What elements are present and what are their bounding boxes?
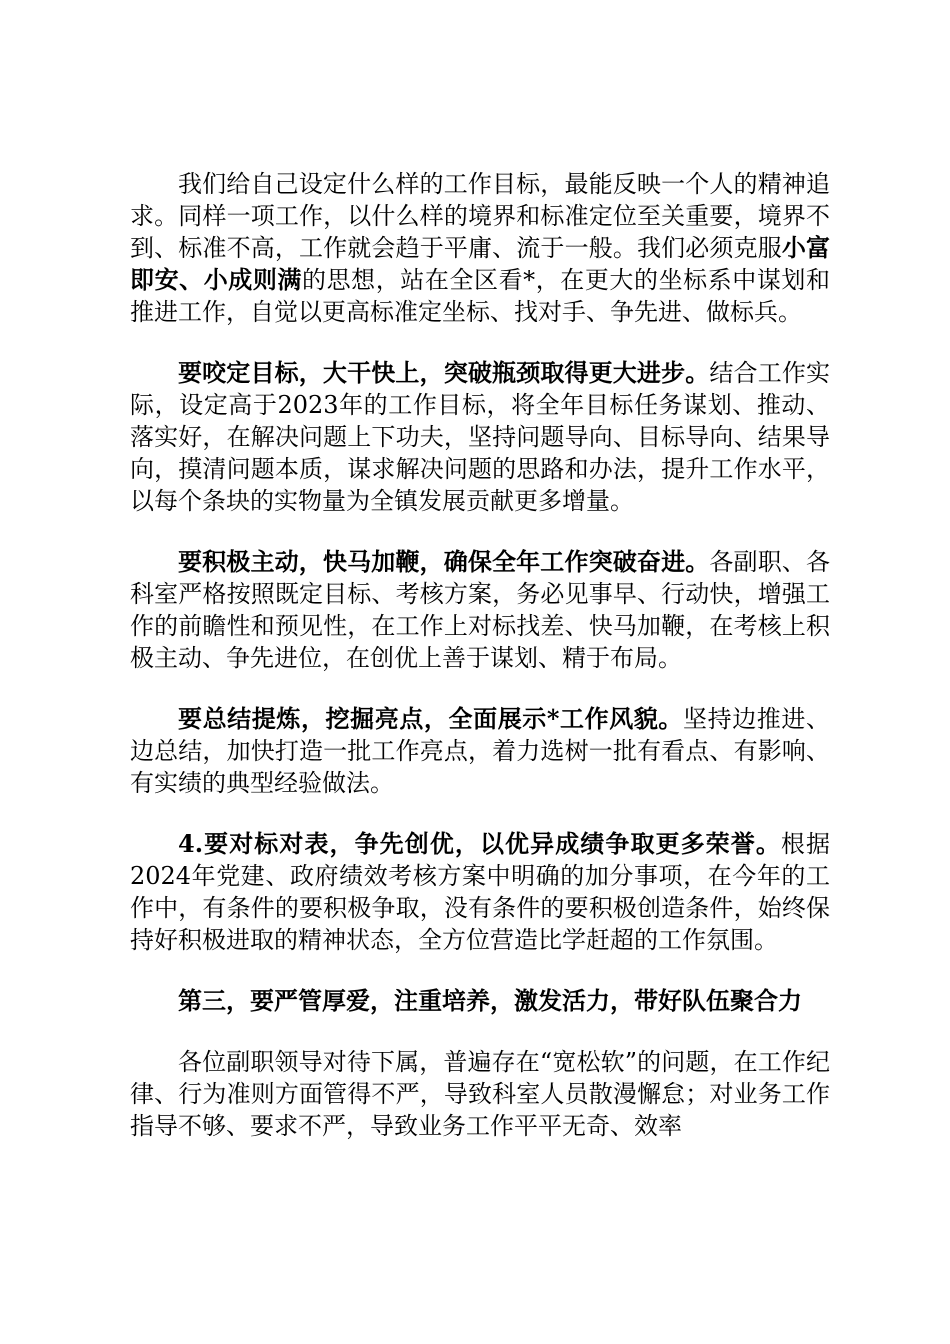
paragraph-text: 各副职、各科室严格按照既定目标、考核方案，务必见事早、行动快，增强工作的前瞻性和预见性，在工作上对标找差、快马加鞭，在考核上积极主动、争先进位，在创优上善于谋划、精于布局。 — [130, 548, 831, 672]
paragraph-summarize — [130, 703, 830, 799]
paragraph-lead: 4.要对标对表，争先创优，以优异成绩争取更多荣誉。 — [178, 829, 781, 858]
paragraph-lead: 要咬定目标，大干快上，突破瓶颈取得更大进步。 — [178, 358, 710, 387]
paragraph-text: 结合工作实际，设定高于2023年的工作目标，将全年目标任务谋划、推动、落实好，在解决问题上下功夫，坚持问题导向、目标导向、结果导向，摸清问题本质，谋求解决问题的思路和办法，提升工作水平，以每个条块的实物量为全镇发展贡献更多增量。 — [130, 359, 831, 515]
paragraph-lead: 要总结提炼，挖掘亮点，全面展示*工作风貌。 — [178, 704, 684, 733]
paragraph-text: 根据2024年党建、政府绩效考核方案中明确的加分事项，在今年的工作中，有条件的要积极争取，没有条件的要积极创造条件，始终保持好积极进取的精神状态，全方位营造比学赶超的工作氛围。 — [130, 830, 830, 954]
section-heading: 第三，要严管厚爱，注重培养，激发活力，带好队伍聚合力 — [178, 986, 802, 1015]
paragraph-proactive — [130, 546, 830, 674]
document-body — [130, 168, 830, 1171]
paragraph-lead: 要积极主动，快马加鞭，确保全年工作突破奋进。 — [178, 547, 710, 576]
paragraph-work-goals — [130, 168, 830, 328]
paragraph-lock-targets — [130, 357, 830, 517]
paragraph-text: 坚持边推进、边总结，加快打造一批工作亮点，着力选树一批有看点、有影响、有实绩的典型经验做法。 — [130, 705, 830, 797]
paragraph-text: 各位副职领导对待下属，普遍存在“宽松软”的问题，在工作纪律、行为准则方面管得不严，导致科室人员散漫懈怠；对业务工作指导不够、要求不严，导致业务工作平平无奇、效率 — [130, 1048, 830, 1140]
paragraph-text: 我们给自己设定什么样的工作目标，最能反映一个人的精神追求。同样一项工作，以什么样的境界和标准定位至关重要，境界不到、标准不高，工作就会趋于平庸、流于一般。我们必须克服 — [130, 170, 830, 262]
paragraph-text: 的思想，站在全区看*，在更大的坐标系中谋划和推进工作，自觉以更高标准定坐标、找对手、争先进、做标兵。 — [130, 266, 830, 326]
emphasis-text: 小富即安、小成则满 — [130, 233, 831, 294]
paragraph-benchmark — [130, 828, 830, 956]
paragraph-deputies — [130, 1046, 830, 1142]
